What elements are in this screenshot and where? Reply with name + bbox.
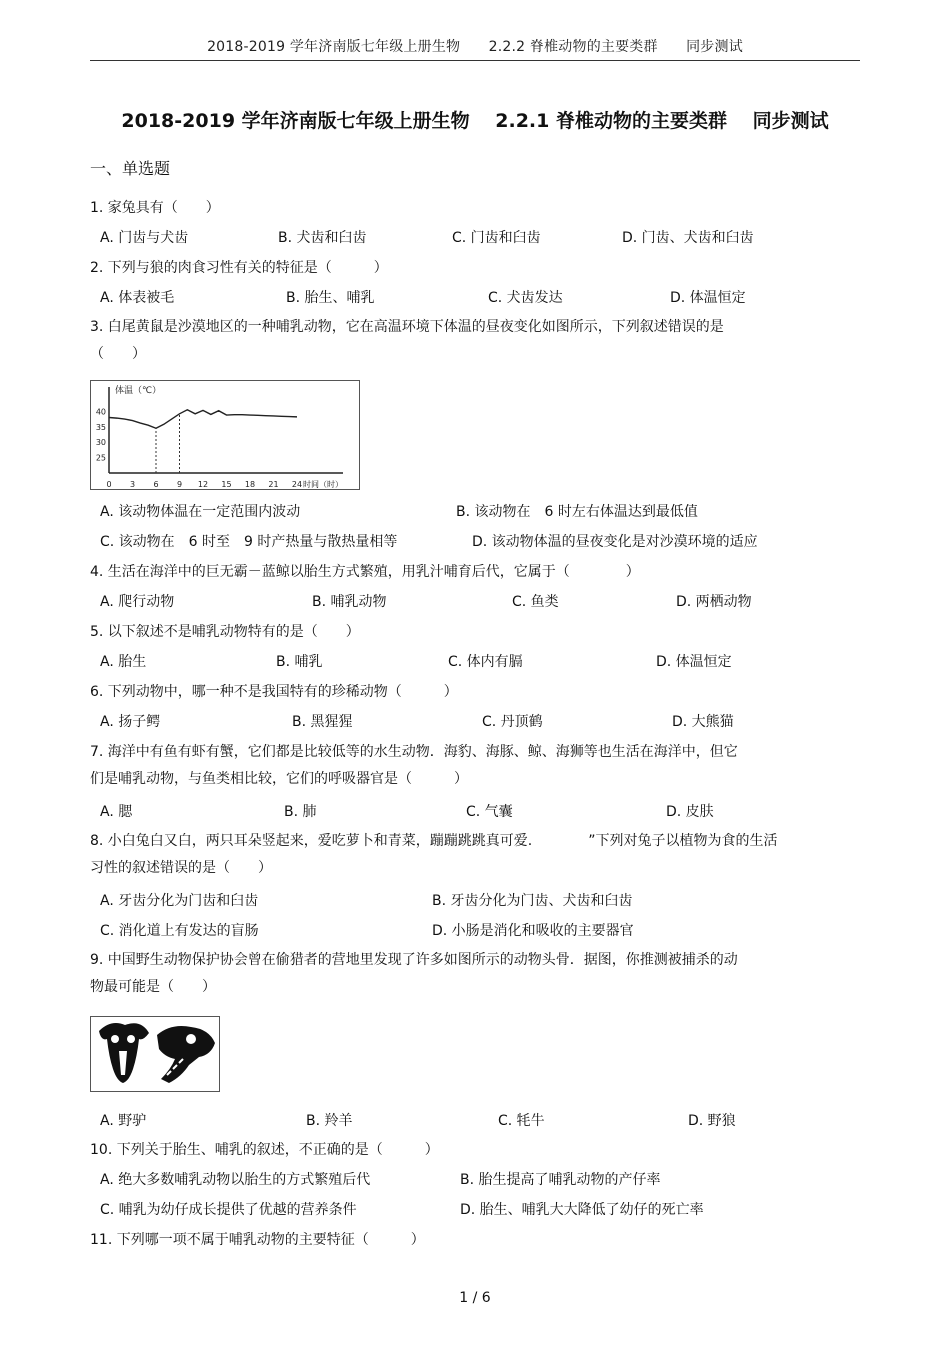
question-1-option[interactable]: B. 犬齿和臼齿 bbox=[278, 230, 367, 246]
question-4-option[interactable]: D. 两栖动物 bbox=[676, 594, 752, 610]
question-8-option[interactable]: C. 消化道上有发达的盲肠 bbox=[100, 923, 259, 939]
question-9-option[interactable]: B. 羚羊 bbox=[306, 1113, 353, 1129]
question-7-text: 们是哺乳动物，与鱼类相比较，它们的呼吸器官是（ ） bbox=[90, 771, 468, 787]
question-6-option[interactable]: D. 大熊猫 bbox=[672, 714, 734, 730]
question-9-text: 物最可能是（ ） bbox=[90, 979, 216, 995]
question-5-option[interactable]: C. 体内有膈 bbox=[448, 654, 523, 670]
question-3-text: （ ） bbox=[90, 346, 146, 362]
question-2-option[interactable]: B. 胎生、哺乳 bbox=[286, 290, 375, 306]
temperature-chart bbox=[90, 380, 360, 490]
question-5-option[interactable]: D. 体温恒定 bbox=[656, 654, 732, 670]
skull-side-view bbox=[157, 1026, 215, 1083]
x-tick-label: 0 bbox=[106, 480, 112, 489]
question-6-option[interactable]: B. 黑猩猩 bbox=[292, 714, 353, 730]
question-1-option[interactable]: C. 门齿和臼齿 bbox=[452, 230, 541, 246]
x-tick-label: 21 bbox=[268, 480, 279, 489]
question-3-option[interactable]: D. 该动物体温的昼夜变化是对沙漠环境的适应 bbox=[472, 534, 758, 550]
question-7-text: 7. 海洋中有鱼有虾有蟹，它们都是比较低等的水生动物．海豹、海豚、鲸、海狮等也生活在海洋中，但它 bbox=[90, 744, 738, 760]
question-8-option[interactable]: D. 小肠是消化和吸收的主要器官 bbox=[432, 923, 634, 939]
question-5-option[interactable]: B. 哺乳 bbox=[276, 654, 323, 670]
temperature-series-line bbox=[109, 410, 297, 429]
x-tick-label: 3 bbox=[129, 480, 136, 489]
question-9-option[interactable]: C. 牦牛 bbox=[498, 1113, 545, 1129]
question-2-option[interactable]: A. 体表被毛 bbox=[100, 290, 175, 306]
question-4-option[interactable]: C. 鱼类 bbox=[512, 594, 559, 610]
question-9-text: 9. 中国野生动物保护协会曾在偷猎者的营地里发现了许多如图所示的动物头骨．据图，你推测被捕杀的动 bbox=[90, 952, 738, 968]
y-tick-label: 40 bbox=[95, 407, 106, 417]
question-8-option[interactable]: A. 牙齿分化为门齿和臼齿 bbox=[100, 893, 259, 909]
question-1-option[interactable]: D. 门齿、犬齿和臼齿 bbox=[622, 230, 754, 246]
question-10-option[interactable]: A. 绝大多数哺乳动物以胎生的方式繁殖后代 bbox=[100, 1172, 371, 1188]
page-header: 2018-2019 学年济南版七年级上册生物 2.2.2 脊椎动物的主要类群 同步测试 bbox=[207, 39, 743, 55]
question-5-text: 5. 以下叙述不是哺乳动物特有的是（ ） bbox=[90, 624, 360, 640]
question-3-option[interactable]: B. 该动物在 6 时左右体温达到最低值 bbox=[456, 504, 698, 520]
question-10-option[interactable]: B. 胎生提高了哺乳动物的产仔率 bbox=[460, 1172, 661, 1188]
question-6-text: 6. 下列动物中，哪一种不是我国特有的珍稀动物（ ） bbox=[90, 684, 458, 700]
question-7-option[interactable]: B. 肺 bbox=[284, 804, 317, 820]
temperature-chart-svg bbox=[91, 381, 359, 489]
question-1-option[interactable]: A. 门齿与犬齿 bbox=[100, 230, 189, 246]
question-7-option[interactable]: D. 皮肤 bbox=[666, 804, 714, 820]
question-3-option[interactable]: A. 该动物体温在一定范围内波动 bbox=[100, 504, 301, 520]
question-8-text: 8. 小白兔白又白，两只耳朵竖起来，爱吃萝卜和青菜，蹦蹦跳跳真可爱. ”下列对兔子以植物为食的生活 bbox=[90, 833, 778, 849]
x-tick-label: 15 bbox=[221, 480, 232, 489]
question-5-option[interactable]: A. 胎生 bbox=[100, 654, 147, 670]
question-7-option[interactable]: C. 气囊 bbox=[466, 804, 513, 820]
y-axis-label: 体温（℃） bbox=[115, 386, 162, 396]
question-6-option[interactable]: A. 扬子鳄 bbox=[100, 714, 161, 730]
question-3-text: 3. 白尾黄鼠是沙漠地区的一种哺乳动物，它在高温环境下体温的昼夜变化如图所示，下列叙述错误的是 bbox=[90, 319, 724, 335]
question-8-option[interactable]: B. 牙齿分化为门齿、犬齿和臼齿 bbox=[432, 893, 633, 909]
skull-front-view bbox=[99, 1023, 149, 1083]
page-number: 1 / 6 bbox=[459, 1290, 491, 1306]
question-9-option[interactable]: D. 野狼 bbox=[688, 1113, 736, 1129]
x-tick-label: 9 bbox=[176, 480, 183, 489]
question-7-option[interactable]: A. 腮 bbox=[100, 804, 133, 820]
section-heading: 一、单选题 bbox=[90, 159, 171, 178]
question-2-text: 2. 下列与狼的肉食习性有关的特征是（ ） bbox=[90, 260, 388, 276]
question-8-text: 习性的叙述错误的是（ ） bbox=[90, 860, 272, 876]
x-axis-label: 时间（时） bbox=[303, 480, 343, 489]
x-tick-label: 12 bbox=[197, 480, 209, 489]
x-tick-label: 6 bbox=[153, 480, 159, 489]
question-2-option[interactable]: D. 体温恒定 bbox=[670, 290, 746, 306]
question-2-option[interactable]: C. 犬齿发达 bbox=[488, 290, 563, 306]
question-4-option[interactable]: A. 爬行动物 bbox=[100, 594, 175, 610]
skull-drawing bbox=[91, 1017, 219, 1091]
document-title: 2018-2019 学年济南版七年级上册生物 2.2.1 脊椎动物的主要类群 同步测试 bbox=[121, 110, 829, 132]
y-tick-label: 25 bbox=[95, 453, 106, 463]
skull-figure bbox=[90, 1016, 220, 1092]
question-9-option[interactable]: A. 野驴 bbox=[100, 1113, 147, 1129]
x-tick-label: 18 bbox=[244, 480, 256, 489]
x-tick-label: 24 bbox=[291, 480, 303, 489]
question-3-option[interactable]: C. 该动物在 6 时至 9 时产热量与散热量相等 bbox=[100, 534, 398, 550]
y-tick-label: 35 bbox=[95, 422, 106, 432]
question-6-option[interactable]: C. 丹顶鹤 bbox=[482, 714, 543, 730]
question-10-option[interactable]: C. 哺乳为幼仔成长提供了优越的营养条件 bbox=[100, 1202, 357, 1218]
question-11-text: 11. 下列哪一项不属于哺乳动物的主要特征（ ） bbox=[90, 1232, 425, 1248]
question-10-text: 10. 下列关于胎生、哺乳的叙述，不正确的是（ ） bbox=[90, 1142, 439, 1158]
question-4-option[interactable]: B. 哺乳动物 bbox=[312, 594, 387, 610]
header-divider bbox=[90, 60, 860, 61]
y-tick-label: 30 bbox=[95, 438, 106, 448]
question-10-option[interactable]: D. 胎生、哺乳大大降低了幼仔的死亡率 bbox=[460, 1202, 704, 1218]
question-1-text: 1. 家兔具有（ ） bbox=[90, 200, 220, 216]
question-4-text: 4. 生活在海洋中的巨无霸－蓝鲸以胎生方式繁殖，用乳汁哺育后代，它属于（ ） bbox=[90, 564, 640, 580]
